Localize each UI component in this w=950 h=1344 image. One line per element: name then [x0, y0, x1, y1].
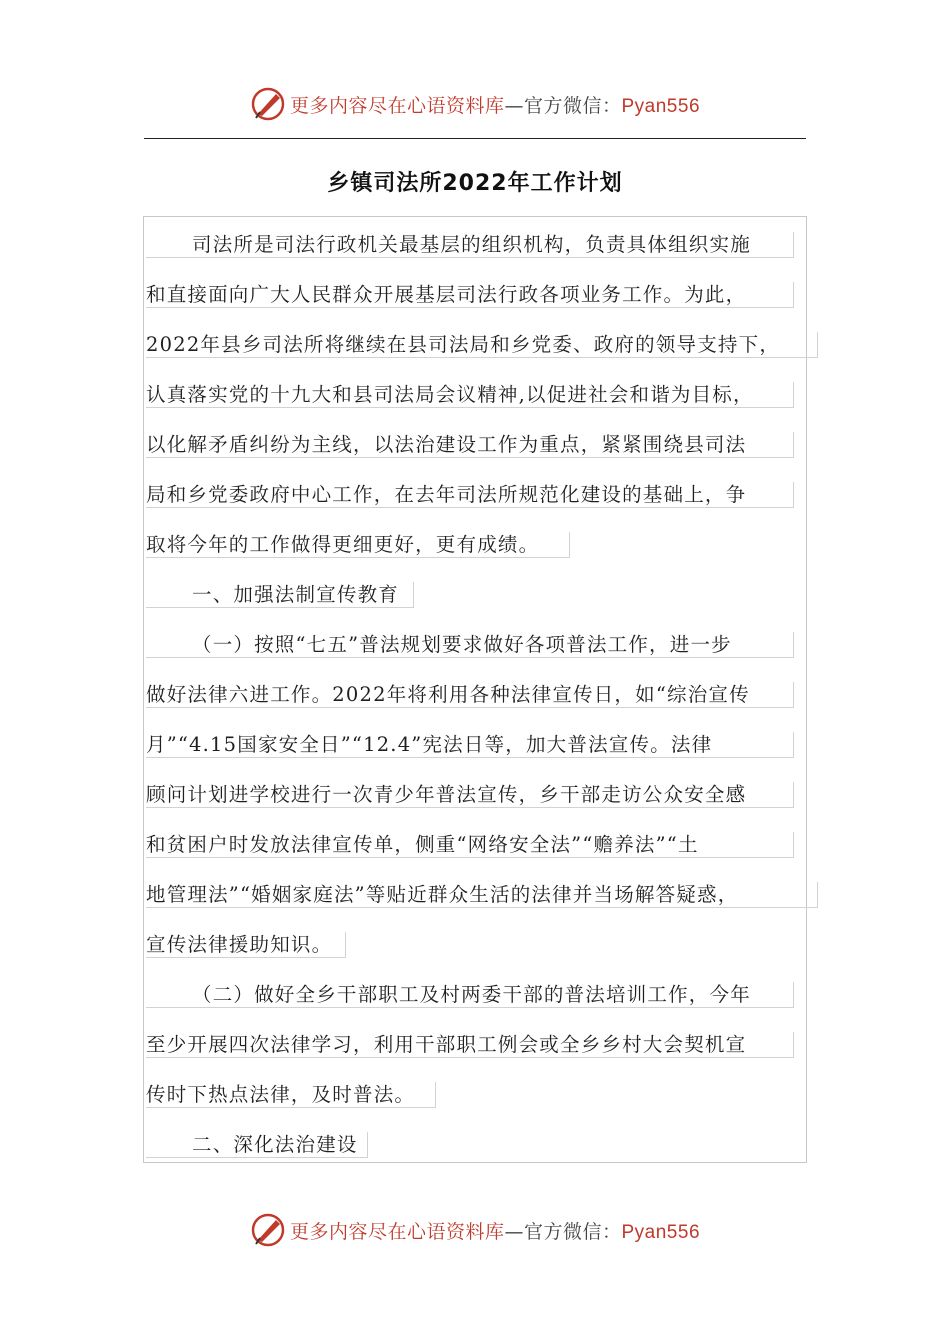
document-title: 乡镇司法所2022年工作计划 — [327, 171, 623, 196]
text-line: 局和乡党委政府中心工作，在去年司法所规范化建设的基础上，争 — [146, 482, 794, 508]
header-banner — [0, 84, 950, 124]
text-line: 认真落实党的十九大和县司法局会议精神,以促进社会和谐为目标， — [146, 382, 794, 408]
text-line: 做好法律六进工作。2022年将利用各种法律宣传日，如“综治宣传 — [146, 682, 794, 708]
text-line: 2022年县乡司法所将继续在县司法局和乡党委、政府的领导支持下， — [146, 332, 818, 358]
text-line: 司法所是司法行政机关最基层的组织机构，负责具体组织实施 — [146, 232, 794, 258]
section-heading: 二、深化法治建设 — [146, 1132, 368, 1158]
text-line: 宣传法律援助知识。 — [146, 932, 346, 958]
text-line: 和贫困户时发放法律宣传单，侧重“网络安全法”“赡养法”“土 — [146, 832, 794, 858]
quill-logo-icon — [250, 1212, 286, 1248]
text-line: （二）做好全乡干部职工及村两委干部的普法培训工作，今年 — [146, 982, 794, 1008]
text-line: 和直接面向广大人民群众开展基层司法行政各项业务工作。为此， — [146, 282, 794, 308]
footer-banner — [0, 1210, 950, 1250]
header-rule — [144, 138, 806, 139]
text-line: 地管理法”“婚姻家庭法”等贴近群众生活的法律并当场解答疑惑， — [146, 882, 818, 908]
text-line: 传时下热点法律，及时普法。 — [146, 1082, 436, 1108]
text-line: 以化解矛盾纠纷为主线，以法治建设工作为重点，紧紧围绕县司法 — [146, 432, 794, 458]
section-heading: 一、加强法制宣传教育 — [146, 582, 414, 608]
quill-logo-icon — [250, 86, 286, 122]
banner-text: 更多内容尽在心语资料库—官方微信：Pyan556 — [289, 1220, 701, 1243]
text-line: 顾问计划进学校进行一次青少年普法宣传，乡干部走访公众安全感 — [146, 782, 794, 808]
text-line: 取将今年的工作做得更细更好，更有成绩。 — [146, 532, 570, 558]
text-line: 月”“4.15国家安全日”“12.4”宪法日等，加大普法宣传。法律 — [146, 732, 794, 758]
banner-text: 更多内容尽在心语资料库—官方微信：Pyan556 — [289, 94, 701, 117]
text-line: 至少开展四次法律学习，利用干部职工例会或全乡乡村大会契机宣 — [146, 1032, 794, 1058]
text-line: （一）按照“七五”普法规划要求做好各项普法工作，进一步 — [146, 632, 794, 658]
